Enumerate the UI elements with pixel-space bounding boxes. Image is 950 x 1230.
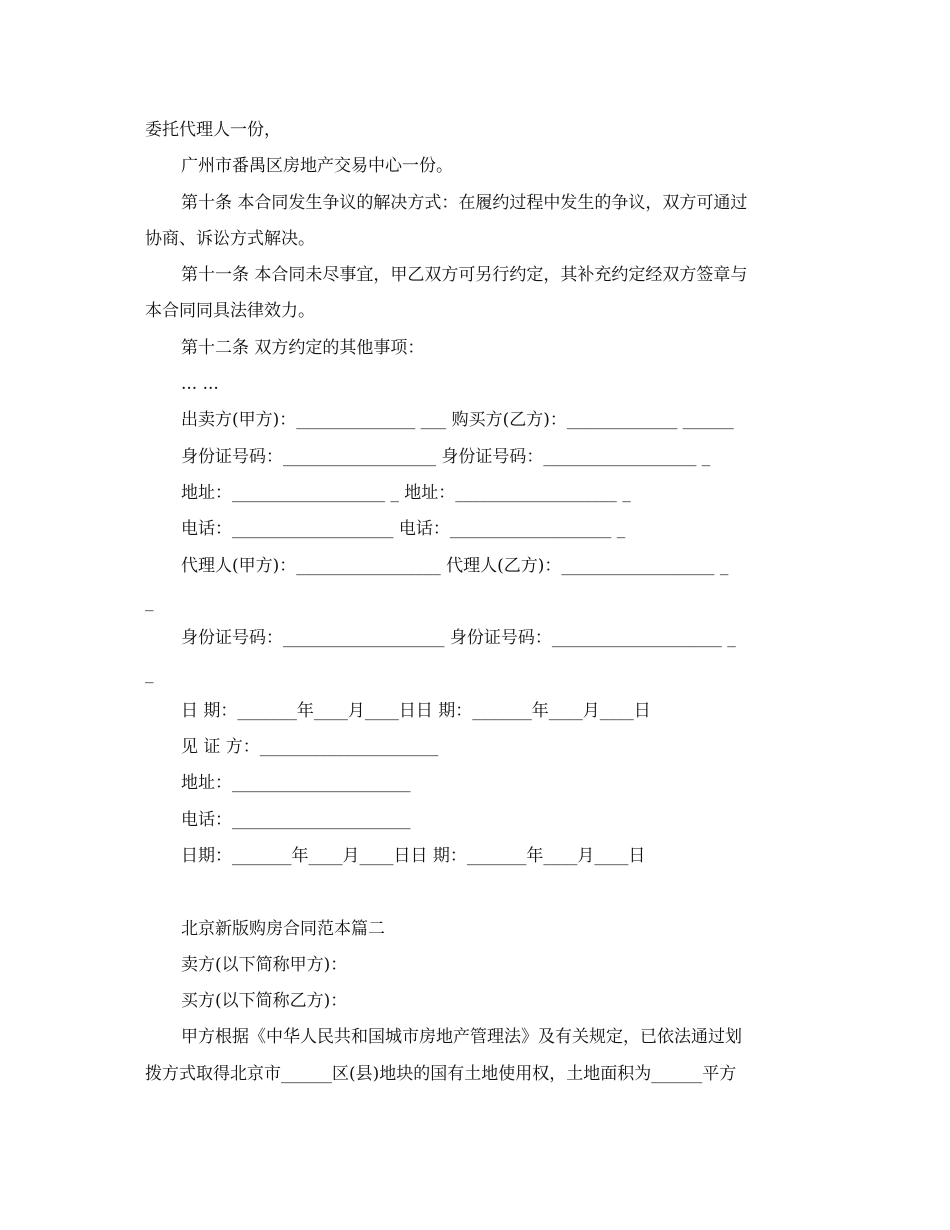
text-line: _ xyxy=(145,591,154,612)
article-10-line: 第十条 本合同发生争议的解决方式：在履约过程中发生的争议，双方可通过 xyxy=(181,192,748,213)
address-field: 地址：__________________ _ 地址：___________________ _ xyxy=(181,482,631,503)
text-line: _ xyxy=(145,664,154,685)
article-12-line: 第十二条 双方约定的其他事项： xyxy=(181,337,425,358)
seller-buyer-field: 出卖方(甲方)：______________ ___ 购买方(乙方)：_____________ ______ xyxy=(181,410,734,431)
article-11-line: 第十一条 本合同未尽事宜，甲乙双方可另行约定，其补充约定经双方签章与 xyxy=(181,265,748,286)
text-line: 委托代理人一份， xyxy=(145,120,281,140)
witness-address-field: 地址：_____________________ xyxy=(181,773,411,794)
text-line: 协商、诉讼方式解决。 xyxy=(145,228,315,249)
ellipsis-line: ... ... xyxy=(181,374,219,395)
text-line: 甲方根据《中华人民共和国城市房地产管理法》及有关规定，已依法通过划 xyxy=(181,1027,742,1048)
witness-field: 见 证 方：_____________________ xyxy=(181,737,439,758)
phone-field: 电话：___________________ 电话：___________________ _ xyxy=(181,519,626,540)
seller-label: 卖方(以下简称甲方)： xyxy=(181,954,348,975)
buyer-label: 买方(以下简称乙方)： xyxy=(181,991,348,1012)
agent-field: 代理人(甲方)：_________________ 代理人(乙方)：__________________ _ xyxy=(181,555,729,576)
text-line: 广州市番禺区房地产交易中心一份。 xyxy=(181,156,453,177)
agent-id-number-field: 身份证号码：___________________ 身份证号码：____________________ _ xyxy=(181,628,736,649)
text-line: 拨方式取得北京市______区(县)地块的国有土地使用权，土地面积为______平方 xyxy=(145,1063,737,1084)
blank-line xyxy=(145,874,805,910)
date-field: 日 期：_______年____月____日日 期：_______年____月____日 xyxy=(181,700,651,721)
id-number-field: 身份证号码：__________________ 身份证号码：__________________ _ xyxy=(181,446,711,467)
section-heading: 北京新版购房合同范本篇二 xyxy=(181,918,385,939)
text-line: 本合同同具法律效力。 xyxy=(145,301,315,322)
witness-phone-field: 电话：_____________________ xyxy=(181,809,411,830)
document-body xyxy=(145,112,805,1092)
witness-date-field: 日期：_______年____月____日日 期：_______年____月____日 xyxy=(181,845,646,866)
